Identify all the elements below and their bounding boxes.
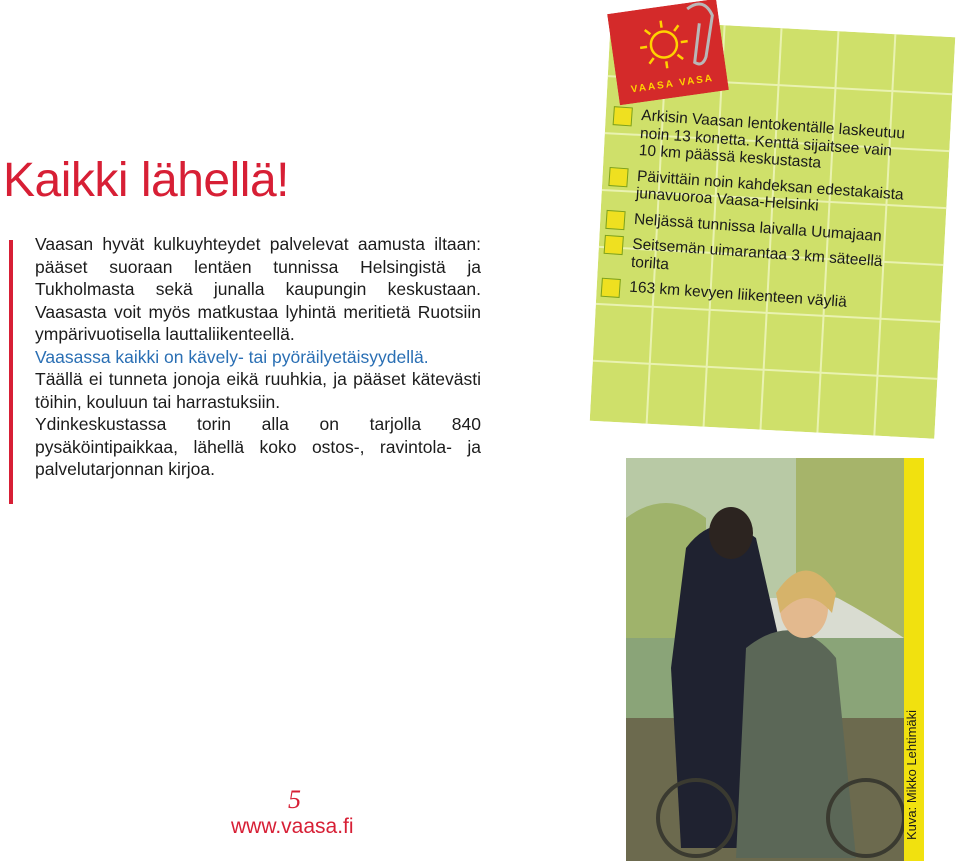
fact-item: Seitsemän uimarantaa 3 km säteellä torilta [601, 234, 903, 290]
photo-credit: Kuva: Mikko Lehtimäki [904, 709, 919, 840]
intro-paragraph: Vaasan hyvät kulkuyhteydet palvelevat aamusta iltaan: pääset suoraan lentäen tunnissa Helsingistä ja Tukholmasta sekä junalla kaupungin keskustaan. Vaasasta voit myös matkustaa lyhintä meritietä Ruotsiin ympärivuotisella lauttaliikenteellä. [35, 234, 481, 344]
asterisk-bullet-icon [613, 106, 633, 126]
body-text [35, 233, 481, 481]
fact-list [598, 105, 911, 323]
fact-item: Arkisin Vaasan lentokentälle laskeutuu noin 13 konetta. Kenttä sijaitsee vain 10 km päässä keskustasta [608, 105, 911, 178]
asterisk-bullet-icon [601, 278, 621, 298]
page-title: Kaikki lähellä! [3, 154, 289, 207]
accent-line [9, 240, 13, 504]
highlight-paragraph: Vaasassa kaikki on kävely- tai pyöräilyetäisyydellä. [35, 346, 429, 367]
asterisk-bullet-icon [608, 166, 628, 186]
vaasa-logo [607, 0, 729, 105]
website-link[interactable]: www.vaasa.fi [231, 815, 354, 838]
asterisk-bullet-icon [605, 209, 625, 229]
fact-item: Neljässä tunnissa laivalla Uumajaan [604, 208, 904, 246]
fact-item: 163 km kevyen liikenteen väyliä [599, 277, 899, 315]
page-number: 5 [288, 785, 301, 814]
parking-paragraph: Ydinkeskustassa torin alla on tarjolla 840 pysäköintipaikkaa, lähellä koko ostos-, ravintola- ja palvelutarjonnan kirjoa. [35, 414, 481, 479]
logo-text: VAASA VASA [630, 72, 715, 96]
fact-item: Päivittäin noin kahdeksan edestakaista junavuoroa Vaasa-Helsinki [605, 165, 907, 221]
queue-paragraph: Täällä ei tunneta jonoja eikä ruuhkia, ja pääset kätevästi töihin, kouluun tai harrastuksiin. [35, 369, 481, 412]
asterisk-bullet-icon [604, 235, 624, 255]
cyclists-photo [626, 458, 904, 861]
